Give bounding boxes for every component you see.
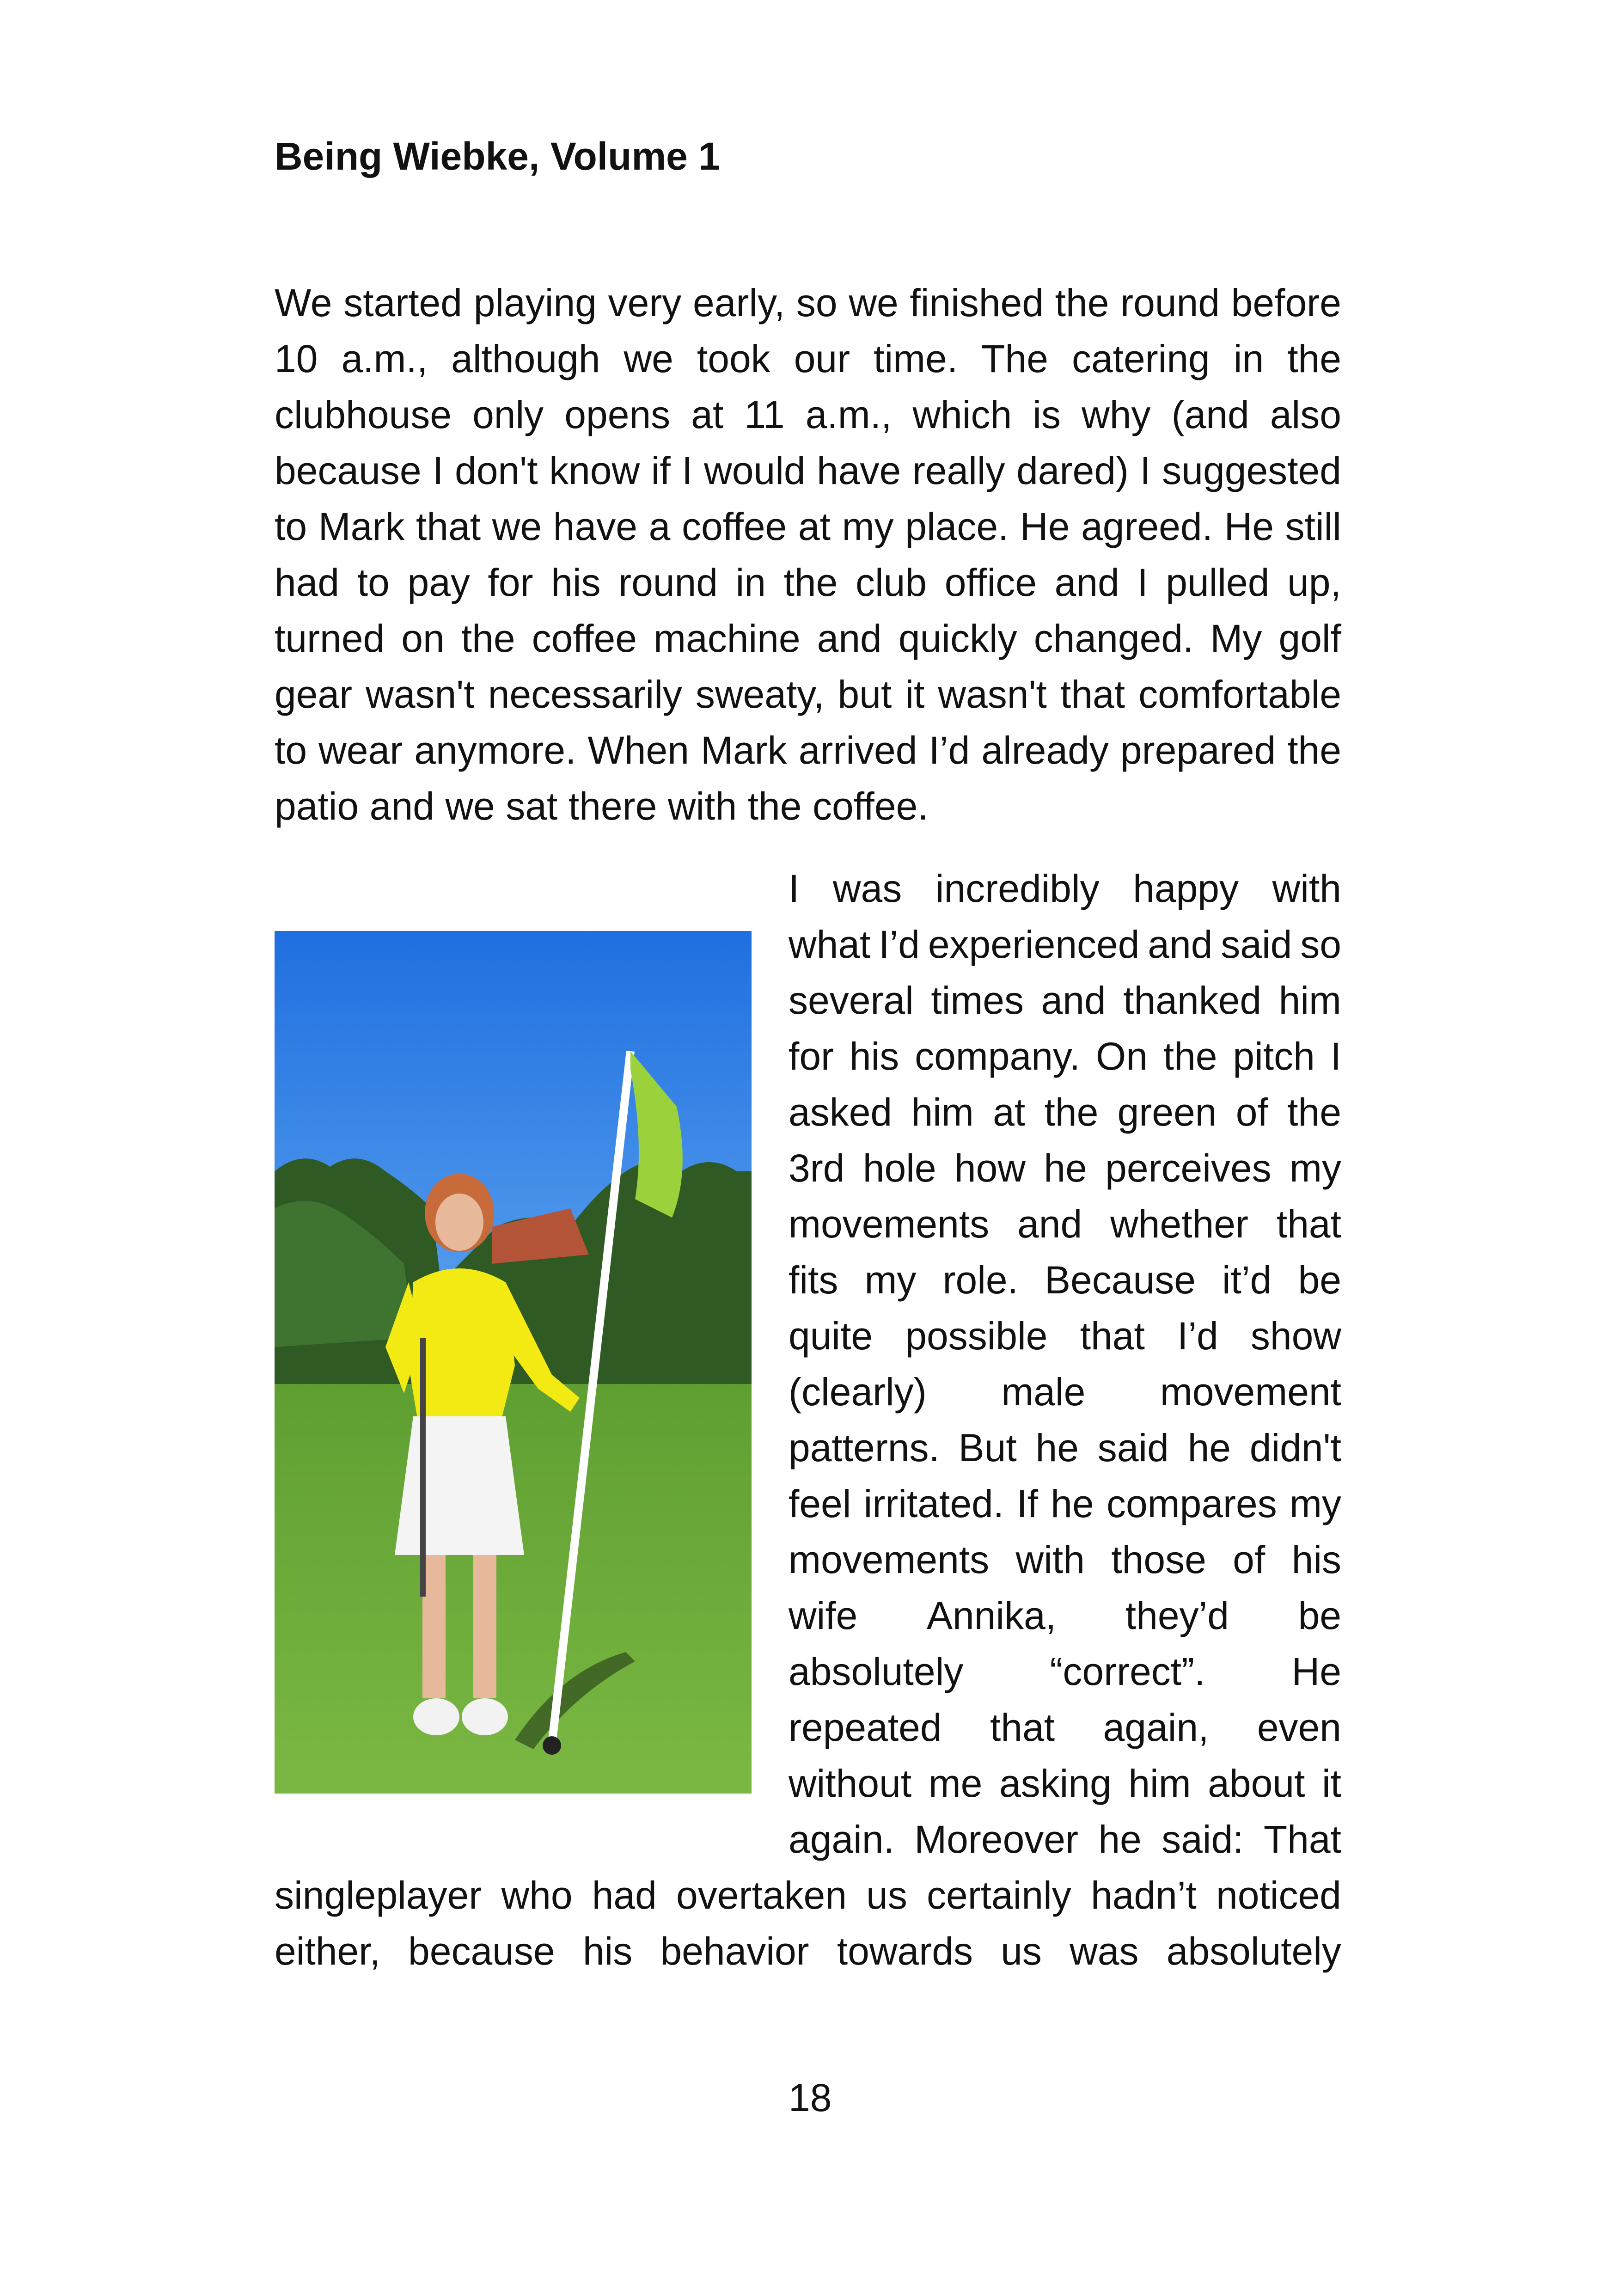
word: That: [1263, 1818, 1341, 1861]
word: feel: [789, 1482, 851, 1525]
word: what: [789, 923, 871, 966]
word: quite: [789, 1314, 873, 1358]
word: agreed.: [1081, 505, 1213, 548]
word: 3rd: [789, 1146, 845, 1190]
word: the: [1044, 1090, 1099, 1134]
word: on: [401, 617, 445, 660]
word: him: [1278, 979, 1341, 1022]
word: that: [1080, 1314, 1145, 1358]
word: certainly: [927, 1874, 1071, 1917]
word: the: [1287, 337, 1341, 380]
word: the: [1163, 1035, 1217, 1078]
word: of: [1233, 1538, 1266, 1581]
word: without: [789, 1762, 912, 1805]
word: be: [1298, 1258, 1341, 1302]
word: catering: [1071, 337, 1210, 380]
text-line: [789, 1756, 1341, 1811]
word: to: [275, 505, 307, 548]
word: quickly: [898, 617, 1017, 660]
word: really: [912, 449, 1005, 492]
word: in: [735, 561, 766, 604]
word: golf: [1278, 617, 1341, 660]
text-line: [789, 917, 1341, 972]
word: my: [842, 505, 894, 548]
word: coffee: [532, 617, 637, 660]
text-line: [275, 1867, 1341, 1923]
word: because: [408, 1929, 555, 1973]
word: We: [275, 281, 332, 325]
word: up,: [1287, 561, 1341, 604]
word: thanked: [1123, 979, 1262, 1022]
word: absolutely: [1166, 1929, 1341, 1973]
word: at: [691, 393, 724, 436]
word: He: [1020, 505, 1070, 548]
word: role.: [942, 1258, 1018, 1302]
word: pulled: [1166, 561, 1270, 604]
word: If: [1016, 1482, 1039, 1525]
word: times: [931, 979, 1024, 1022]
word: Annika,: [927, 1594, 1057, 1637]
word: clubhouse: [275, 393, 452, 436]
text-line: [789, 1084, 1341, 1140]
text-line: [275, 275, 1341, 331]
word: at: [798, 505, 831, 548]
word: took: [697, 337, 770, 380]
word: even: [1257, 1706, 1341, 1749]
word: with: [1015, 1538, 1085, 1581]
word: to: [357, 561, 390, 604]
word: towards: [837, 1929, 973, 1973]
text-line: [275, 499, 1341, 554]
word: either,: [275, 1929, 380, 1973]
word: who: [501, 1874, 573, 1917]
word: possible: [905, 1314, 1048, 1358]
word: early,: [693, 281, 785, 325]
word: Mark: [700, 729, 787, 772]
word: we: [849, 281, 899, 325]
word: time.: [874, 337, 958, 380]
word: and: [1041, 979, 1106, 1022]
word: and: [1054, 561, 1119, 604]
text-line: [789, 1476, 1341, 1531]
text-line: [789, 1532, 1341, 1587]
word: the: [1287, 729, 1341, 772]
text-line: [275, 443, 1341, 498]
word: and: [817, 617, 882, 660]
word: wear: [318, 729, 403, 772]
text-line: [789, 1700, 1341, 1755]
text-line: [275, 387, 1341, 442]
text-line: [275, 331, 1341, 386]
word: about: [1208, 1762, 1305, 1805]
word: the: [747, 784, 802, 828]
word: it’d: [1222, 1258, 1272, 1302]
word: the: [461, 617, 515, 660]
text-line: [789, 1420, 1341, 1476]
word: said: [1221, 923, 1292, 966]
word: he: [1187, 1426, 1231, 1469]
text-line: [275, 555, 1341, 610]
word: that: [1060, 673, 1125, 716]
word: although: [451, 337, 600, 380]
word: so: [796, 281, 838, 325]
word: I’d: [929, 729, 970, 772]
text-line: [275, 1923, 1341, 1979]
word: prepared: [1120, 729, 1276, 772]
word: and: [369, 784, 434, 828]
word: but: [838, 673, 892, 716]
running-header: Being Wiebke, Volume 1: [275, 135, 720, 178]
word: irritated.: [863, 1482, 1004, 1525]
green: [275, 1384, 752, 1794]
word: had: [592, 1874, 657, 1917]
word: pitch: [1233, 1035, 1315, 1078]
word: patterns.: [789, 1426, 940, 1469]
word: I: [1140, 449, 1151, 492]
word: perceives: [1105, 1146, 1272, 1190]
word: movements: [789, 1202, 990, 1246]
word: us: [1001, 1929, 1042, 1973]
word: company.: [915, 1035, 1081, 1078]
text-line: [275, 778, 1341, 834]
word: him: [911, 1090, 974, 1134]
word: the: [1055, 281, 1109, 325]
word: those: [1111, 1538, 1206, 1581]
text-line: [789, 973, 1341, 1028]
word: hole: [862, 1146, 936, 1190]
word: which: [912, 393, 1012, 436]
word: he: [1051, 1482, 1094, 1525]
word: movements: [789, 1538, 990, 1581]
word: so: [1300, 923, 1341, 966]
word: started: [343, 281, 462, 325]
word: a.m.,: [341, 337, 428, 380]
word: and: [1148, 923, 1213, 966]
text-line: [789, 1308, 1341, 1364]
word: opens: [564, 393, 671, 436]
word: The: [981, 337, 1048, 380]
word: coffee: [681, 505, 787, 548]
word: only: [472, 393, 544, 436]
word: him: [1128, 1762, 1191, 1805]
word: asked: [789, 1090, 893, 1134]
word: they’d: [1125, 1594, 1229, 1637]
word: Moreover: [914, 1818, 1078, 1861]
word: for: [789, 1035, 834, 1078]
word: My: [1210, 617, 1262, 660]
hole-cup: [543, 1736, 561, 1755]
text-line: [789, 1196, 1341, 1252]
word: turned: [275, 617, 385, 660]
word: green: [1117, 1090, 1217, 1134]
word: movement: [1160, 1370, 1341, 1414]
text-line: [275, 611, 1341, 666]
word: we: [492, 505, 542, 548]
word: also: [1270, 393, 1341, 436]
word: wasn't: [938, 673, 1047, 716]
word: asking: [999, 1762, 1112, 1805]
word: it: [905, 673, 925, 716]
word: coffee.: [813, 784, 929, 828]
word: our: [794, 337, 850, 380]
word: 10: [275, 337, 318, 380]
word: several: [789, 979, 914, 1022]
word: for: [488, 561, 533, 604]
word: patio: [275, 784, 359, 828]
word: (and: [1171, 393, 1249, 436]
word: have: [817, 449, 901, 492]
word: how: [954, 1146, 1026, 1190]
word: I’d: [879, 923, 920, 966]
text-line: [275, 722, 1341, 778]
word: anymore.: [414, 729, 576, 772]
word: didn't: [1249, 1426, 1341, 1469]
text-line: [789, 1140, 1341, 1196]
word: is: [1033, 393, 1061, 436]
word: round: [1120, 281, 1220, 325]
word: incredibly: [935, 867, 1100, 910]
word: at: [993, 1090, 1026, 1134]
word: He: [1224, 505, 1274, 548]
word: he: [1044, 1146, 1087, 1190]
word: said: [1097, 1426, 1169, 1469]
word: machine: [654, 617, 801, 660]
word: a: [648, 505, 671, 548]
word: with: [667, 784, 737, 828]
word: in: [1233, 337, 1264, 380]
word: finished: [910, 281, 1044, 325]
word: don't: [455, 449, 538, 492]
word: we: [624, 337, 673, 380]
word: Because: [1045, 1258, 1196, 1302]
word: I: [1330, 1035, 1341, 1078]
word: his: [849, 1035, 899, 1078]
word: behavior: [660, 1929, 809, 1973]
golf-photo: [275, 931, 752, 1794]
text-line: [789, 861, 1341, 916]
word: my: [1289, 1482, 1341, 1525]
word: me: [928, 1762, 983, 1805]
word: 11: [744, 393, 785, 436]
word: When: [587, 729, 689, 772]
word: my: [864, 1258, 917, 1302]
word: of: [1235, 1090, 1268, 1134]
text-line: [275, 667, 1341, 722]
word: I: [1137, 561, 1148, 604]
word: know: [549, 449, 640, 492]
word: have: [553, 505, 637, 548]
word: Mark: [318, 505, 405, 548]
word: But: [958, 1426, 1017, 1469]
text-line: [789, 1812, 1341, 1867]
text-line: [789, 1588, 1341, 1643]
word: He: [1291, 1650, 1341, 1693]
word: it: [1321, 1762, 1341, 1805]
word: I: [789, 867, 800, 910]
word: was: [832, 867, 902, 910]
word: fits: [789, 1258, 838, 1302]
word: experienced: [928, 923, 1140, 966]
word: be: [1298, 1594, 1341, 1637]
word: noticed: [1216, 1874, 1341, 1917]
word: sat: [506, 784, 558, 828]
word: wife: [789, 1594, 858, 1637]
word: compares: [1106, 1482, 1277, 1525]
word: I: [682, 449, 693, 492]
word: already: [981, 729, 1109, 772]
word: we: [445, 784, 495, 828]
word: happy: [1133, 867, 1239, 910]
word: the: [783, 561, 838, 604]
word: I: [433, 449, 444, 492]
word: office: [944, 561, 1037, 604]
text-line: [789, 1029, 1341, 1084]
word: (clearly): [789, 1370, 927, 1414]
text-line: [789, 1364, 1341, 1420]
word: suggested: [1162, 449, 1341, 492]
word: said:: [1162, 1818, 1244, 1861]
word: had: [275, 561, 340, 604]
word: playing: [473, 281, 597, 325]
word: repeated: [789, 1706, 942, 1749]
word: male: [1001, 1370, 1086, 1414]
word: dared): [1016, 449, 1129, 492]
word: because: [275, 449, 422, 492]
word: still: [1285, 505, 1341, 548]
word: wasn't: [366, 673, 475, 716]
word: he: [1035, 1426, 1079, 1469]
word: with: [1272, 867, 1341, 910]
word: absolutely: [789, 1650, 964, 1693]
word: place.: [905, 505, 1009, 548]
word: that: [416, 505, 481, 548]
word: his: [551, 561, 601, 604]
word: I’d: [1177, 1314, 1218, 1358]
word: overtaken: [676, 1874, 847, 1917]
word: “correct”.: [1050, 1650, 1205, 1693]
word: that: [1276, 1202, 1341, 1246]
word: whether: [1110, 1202, 1248, 1246]
word: and: [1017, 1202, 1082, 1246]
word: show: [1250, 1314, 1341, 1358]
word: sweaty,: [695, 673, 825, 716]
word: hadn’t: [1090, 1874, 1197, 1917]
word: round: [618, 561, 718, 604]
word: a.m.,: [805, 393, 892, 436]
text-line: [789, 1252, 1341, 1308]
word: necessarily: [488, 673, 682, 716]
word: singleplayer: [275, 1874, 482, 1917]
word: that: [990, 1706, 1055, 1749]
word: again.: [789, 1818, 894, 1861]
word: changed.: [1033, 617, 1194, 660]
word: again,: [1103, 1706, 1209, 1749]
word: before: [1231, 281, 1341, 325]
word: arrived: [798, 729, 917, 772]
word: On: [1095, 1035, 1148, 1078]
word: to: [275, 729, 307, 772]
word: us: [866, 1874, 907, 1917]
word: my: [1290, 1146, 1341, 1190]
text-line: [789, 1644, 1341, 1699]
word: the: [1287, 1090, 1341, 1134]
word: pay: [407, 561, 470, 604]
word: his: [582, 1929, 633, 1973]
word: comfortable: [1138, 673, 1341, 716]
word: why: [1082, 393, 1151, 436]
word: if: [651, 449, 671, 492]
word: his: [1291, 1538, 1341, 1581]
word: gear: [275, 673, 353, 716]
page-number: 18: [789, 2076, 832, 2119]
word: he: [1098, 1818, 1142, 1861]
word: there: [568, 784, 657, 828]
word: club: [855, 561, 927, 604]
word: would: [704, 449, 806, 492]
word: was: [1070, 1929, 1139, 1973]
word: very: [608, 281, 682, 325]
